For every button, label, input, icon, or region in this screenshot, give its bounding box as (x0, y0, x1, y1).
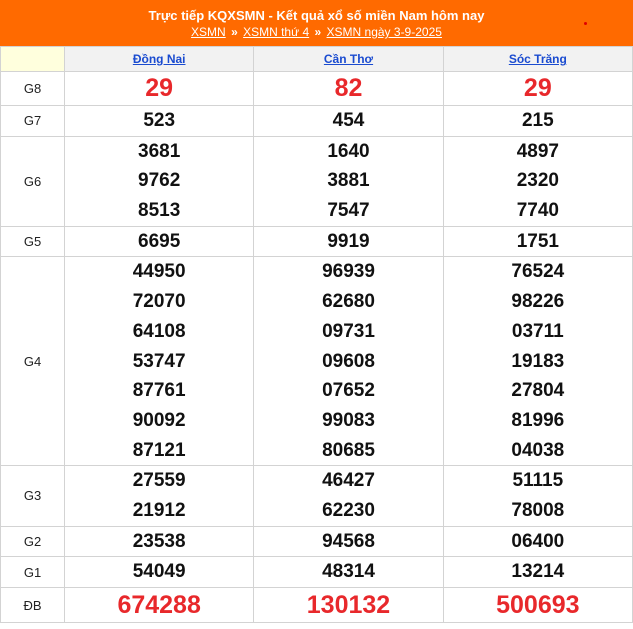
breadcrumb-separator: » (314, 25, 322, 39)
result-number: 21912 (132, 499, 186, 521)
result-number: 27559 (132, 470, 186, 492)
result-number: 53747 (132, 350, 186, 372)
breadcrumb-weekday-link[interactable]: XSMN thứ 4 (243, 25, 310, 39)
result-cell (254, 106, 443, 137)
result-number: 44950 (132, 261, 186, 283)
prize-label: G3 (1, 466, 65, 526)
result-number: 54049 (132, 561, 186, 583)
prize-label: G5 (1, 226, 65, 257)
result-cell (254, 526, 443, 557)
result-number: 7547 (327, 200, 370, 222)
result-number: 76524 (511, 261, 565, 283)
result-cell (65, 257, 254, 466)
result-number: 09608 (322, 350, 375, 372)
result-number: 98226 (511, 291, 565, 313)
province-link-can-tho[interactable]: Cần Thơ (323, 52, 374, 66)
result-number: 29 (145, 74, 174, 102)
breadcrumb-separator: » (231, 25, 238, 39)
result-number: 27804 (511, 380, 565, 402)
result-number: 6695 (138, 230, 181, 252)
breadcrumb (0, 24, 633, 40)
result-cell (254, 588, 443, 623)
result-cell (65, 526, 254, 557)
result-number: 78008 (511, 499, 565, 521)
result-number: 09731 (322, 320, 375, 342)
result-cell (443, 257, 632, 466)
result-number: 7740 (516, 200, 559, 222)
result-cell (443, 106, 632, 137)
province-link-dong-nai[interactable]: Đồng Nai (132, 52, 186, 66)
result-number: 62230 (322, 499, 375, 521)
result-number: 2320 (516, 170, 559, 192)
result-number: 23538 (132, 530, 186, 552)
result-number: 8513 (138, 200, 181, 222)
result-cell (65, 588, 254, 623)
result-number: 46427 (322, 470, 375, 492)
province-header (254, 47, 443, 72)
result-number: 04038 (511, 439, 565, 461)
result-number: 215 (521, 110, 554, 131)
prize-row (1, 557, 633, 588)
prize-label: G4 (1, 257, 65, 466)
result-cell (254, 557, 443, 588)
result-number: 94568 (322, 530, 375, 552)
province-header (443, 47, 632, 72)
result-number: 19183 (511, 350, 565, 372)
header-blank-cell (1, 47, 65, 72)
result-number: 62680 (322, 291, 375, 313)
result-cell (65, 136, 254, 226)
prize-label: G6 (1, 136, 65, 226)
results-table (0, 46, 633, 623)
result-cell (254, 226, 443, 257)
result-cell (254, 257, 443, 466)
result-number: 03711 (511, 320, 564, 342)
province-header-row (1, 47, 633, 72)
result-cell (254, 72, 443, 106)
result-cell (443, 226, 632, 257)
result-number: 87121 (132, 439, 186, 461)
prize-row (1, 72, 633, 106)
result-cell (65, 557, 254, 588)
prize-label: G2 (1, 526, 65, 557)
result-number: 4897 (516, 140, 559, 162)
red-dot-icon (584, 22, 587, 25)
result-cell (65, 226, 254, 257)
result-number: 9762 (138, 170, 181, 192)
result-number: 81996 (511, 409, 565, 431)
prize-label: G7 (1, 106, 65, 137)
prize-row (1, 526, 633, 557)
result-number: 9919 (327, 230, 370, 252)
breadcrumb-xsmn-link[interactable]: XSMN (191, 25, 226, 39)
prize-row (1, 257, 633, 466)
result-cell (65, 72, 254, 106)
prize-row (1, 106, 633, 137)
result-number: 3681 (138, 140, 181, 162)
result-number: 523 (143, 110, 176, 131)
result-number: 80685 (322, 439, 375, 461)
result-number: 06400 (511, 530, 565, 552)
result-cell (254, 136, 443, 226)
prize-row (1, 226, 633, 257)
result-cell (443, 72, 632, 106)
prize-label: G8 (1, 72, 65, 106)
result-cell (443, 466, 632, 526)
result-number: 51115 (512, 470, 564, 492)
result-cell (254, 466, 443, 526)
result-number: 674288 (117, 591, 201, 619)
result-number: 1751 (516, 230, 559, 252)
prize-row (1, 136, 633, 226)
result-cell (443, 588, 632, 623)
prize-label: G1 (1, 557, 65, 588)
result-number: 90092 (132, 409, 186, 431)
result-number: 72070 (132, 291, 186, 313)
result-number: 29 (523, 74, 552, 102)
result-cell (443, 557, 632, 588)
result-cell (65, 106, 254, 137)
result-number: 1640 (327, 140, 370, 162)
prize-row (1, 588, 633, 623)
result-number: 07652 (322, 380, 375, 402)
result-number: 64108 (132, 320, 186, 342)
result-number: 82 (334, 74, 363, 102)
result-number: 454 (332, 110, 365, 131)
result-number: 13214 (511, 561, 565, 583)
header-bar (0, 0, 633, 46)
page-title: Trực tiếp KQXSMN - Kết quả xổ số miền Nam hôm nay (148, 8, 485, 23)
breadcrumb-date-link[interactable]: XSMN ngày 3-9-2025 (326, 25, 442, 39)
prize-row (1, 466, 633, 526)
result-cell (443, 526, 632, 557)
result-number: 500693 (496, 591, 580, 619)
result-cell (443, 136, 632, 226)
result-number: 130132 (306, 591, 391, 619)
result-number: 96939 (322, 261, 375, 283)
province-header (65, 47, 254, 72)
result-number: 48314 (322, 561, 375, 583)
result-cell (65, 466, 254, 526)
result-number: 99083 (322, 409, 375, 431)
result-number: 87761 (132, 380, 186, 402)
province-link-soc-trang[interactable]: Sóc Trăng (508, 52, 567, 66)
prize-label: ĐB (1, 588, 65, 623)
result-number: 3881 (327, 170, 370, 192)
